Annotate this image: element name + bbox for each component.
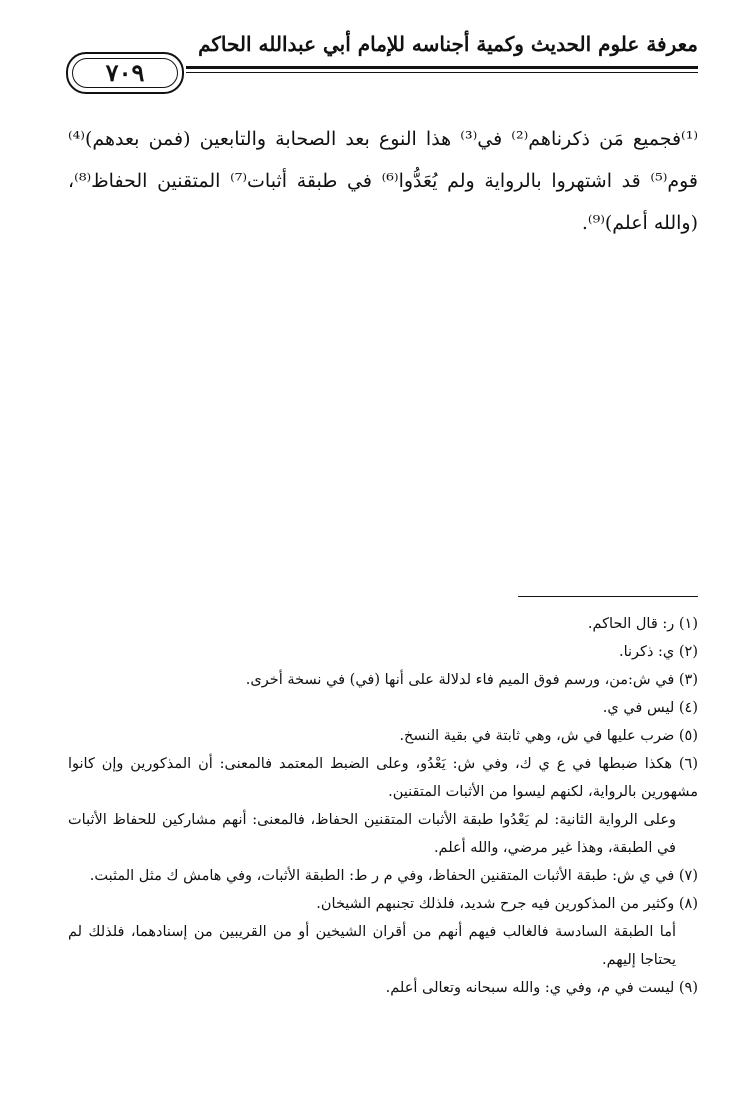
footnotes <box>68 610 698 1002</box>
footnote-2: (٢) ي: ذكرنا. <box>618 644 698 660</box>
page-number: ٧٠٩ <box>105 58 145 87</box>
footnote-8-continuation: أما الطبقة السادسة فالغالب فيهم أنهم من أقران الشيخين أو من القريبين من إسنادهما، فلذلك لم يحتاجا إليهم. <box>68 924 676 968</box>
header-rule <box>186 66 698 69</box>
running-header-title: معرفة علوم الحديث وكمية أجناسه للإمام أبي عبدالله الحاكم <box>198 32 698 56</box>
footnote-5: (٥) ضرب عليها في ش، وهي ثابتة في بقية النسخ. <box>399 728 698 744</box>
footnote-3: (٣) في ش:من، ورسم فوق الميم فاء لدلالة على أنها (في) في نسخة أخرى. <box>245 672 698 688</box>
main-paragraph: ⁽¹⁾فجميع مَن ذكرناهم⁽²⁾ في⁽³⁾ هذا النوع بعد الصحابة والتابعين (فمن بعدهم)⁽⁴⁾ قوم⁽⁵⁾ قد اشتهروا بالرواية ولم يُعَدُّوا⁽⁶⁾ في طبقة أثبات⁽⁷⁾ المتقنين الحفاظ⁽⁸⁾، (والله أعلم)⁽⁹⁾. <box>68 128 699 234</box>
footnote-7: (٧) في ي ش: طبقة الأثبات المتقنين الحفاظ، وفي م ر ط: الطبقة الأثبات، وفي هامش ك مثل المثبت. <box>89 868 698 884</box>
footnote-4: (٤) ليس في ي. <box>602 700 698 716</box>
main-text <box>68 118 698 244</box>
footnote-8: (٨) وكثير من المذكورين فيه جرح شديد، فلذلك تجنبهم الشيخان. <box>316 896 698 912</box>
footnote-1: (١) ر: قال الحاكم. <box>587 616 698 632</box>
footnote-6-continuation: وعلى الرواية الثانية: لم يَعْدُوا طبقة الأثبات المتقنين الحفاظ، فالمعنى: أنهم مشاركين للحفاظ الأثبات في الطبقة، وهذا غير مرضي، والله أعلم. <box>68 812 676 856</box>
footnote-9: (٩) ليست في م، وفي ي: والله سبحانه وتعالى أعلم. <box>385 980 698 996</box>
footnote-separator <box>518 596 698 597</box>
page-number-frame <box>66 52 184 94</box>
footnote-6: (٦) هكذا ضبطها في ع ي ك، وفي ش: يَعْدُو، وعلى الضبط المعتمد فالمعنى: أن المذكورين وإن كانوا مشهورين بالرواية، لكنهم ليسوا من الأثبات المتقنين. <box>68 756 698 800</box>
header-rule-thin <box>186 72 698 73</box>
